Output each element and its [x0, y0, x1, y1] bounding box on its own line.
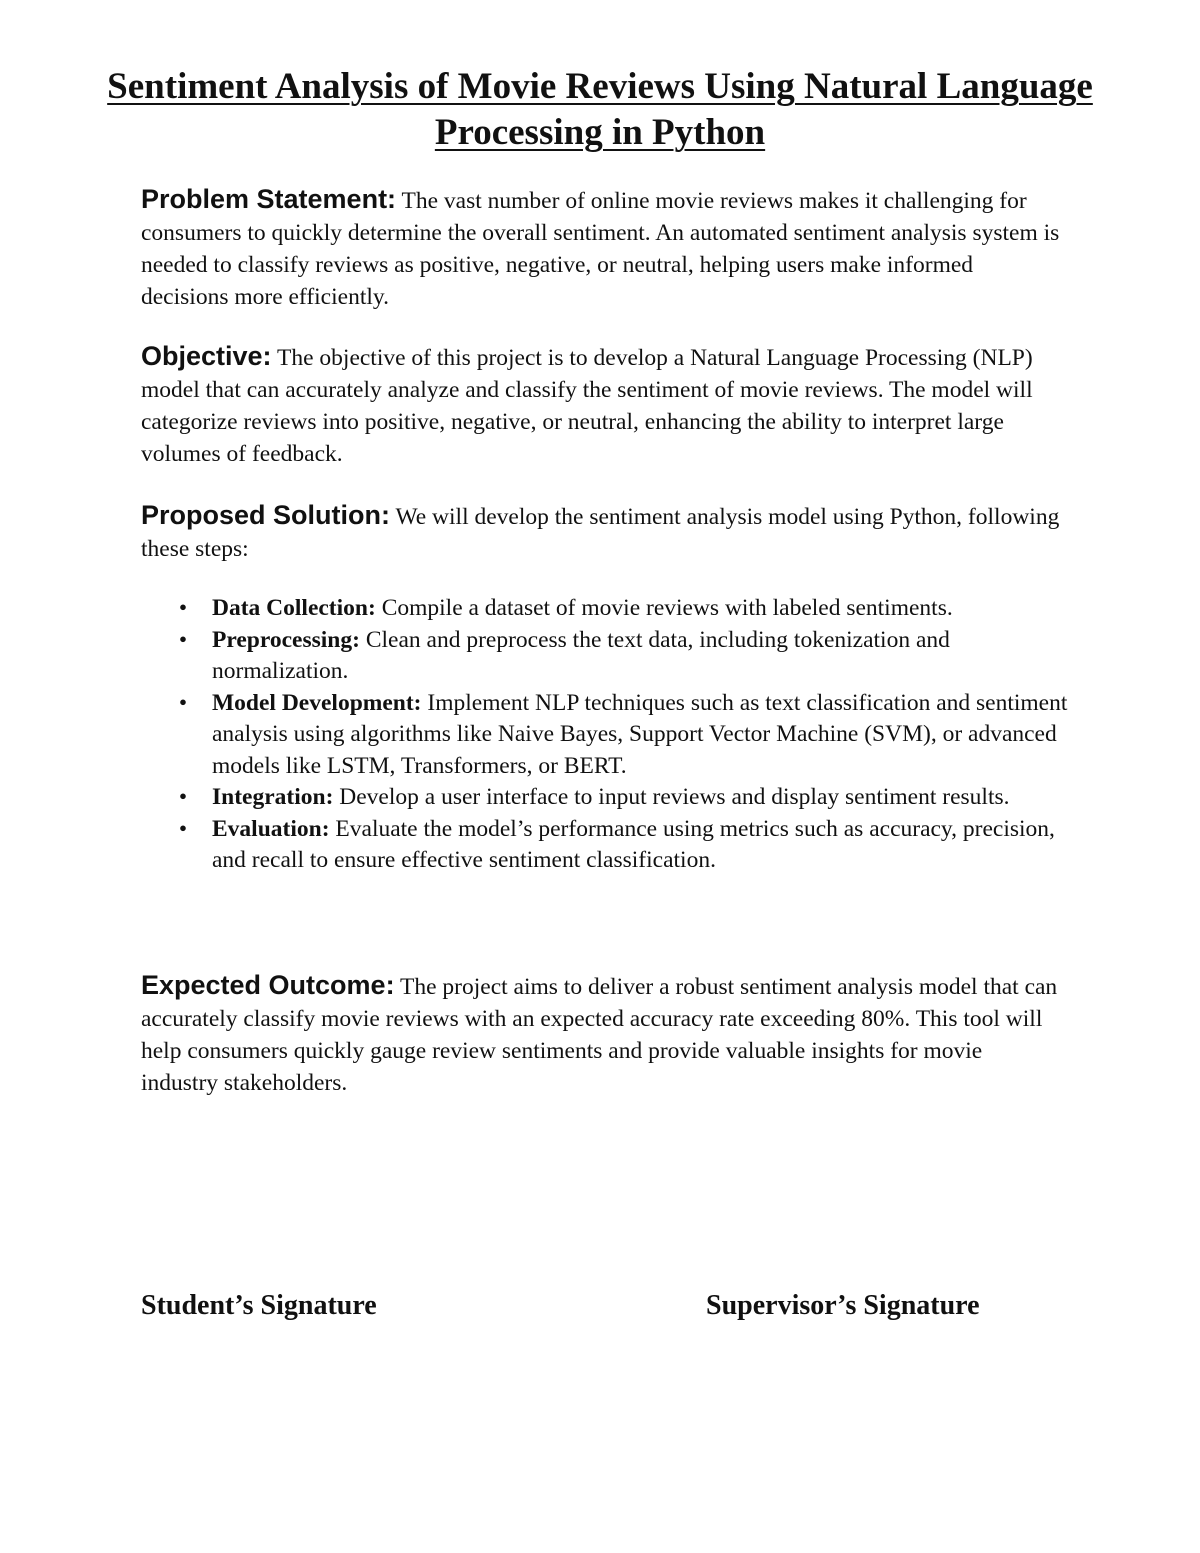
- student-signature-label: Student’s Signature: [141, 1290, 377, 1321]
- bullet-icon: •: [178, 595, 188, 621]
- step-text: Clean and preprocess the text data, including tokenization and normalization.: [212, 626, 950, 684]
- bullet-icon: •: [178, 626, 188, 653]
- step-text: Compile a dataset of movie reviews with labeled sentiments.: [381, 595, 953, 621]
- proposed-solution-text: We will develop the sentiment analysis model using Python, following these steps:: [141, 504, 1060, 562]
- problem-statement-text: The vast number of online movie reviews makes it challenging for consumers to quickly determine the overall sentiment. An automated sentiment analysis system is needed to classify reviews as positive, negative, or neutral, helping users make informed decisions more efficiently.: [141, 188, 1060, 310]
- step-text: Develop a user interface to input reviews and display sentiment results.: [339, 784, 1010, 810]
- objective-text: The objective of this project is to develop a Natural Language Processing (NLP) model that can accurately analyze and classify the sentiment of movie reviews. The model will categorize reviews into positive, negative, or neutral, enhancing the ability to interpret large volumes of feedback.: [141, 345, 1033, 467]
- solution-steps-list: [141, 593, 1071, 877]
- proposed-solution-section: [141, 499, 1061, 565]
- step-label: Model Development:: [212, 689, 422, 716]
- document-title: Sentiment Analysis of Movie Reviews Using Natural Language Processing in Python: [107, 66, 1093, 153]
- objective-heading: Objective:: [141, 341, 272, 371]
- step-label: Evaluation:: [212, 815, 330, 842]
- step-text: Implement NLP techniques such as text classification and sentiment analysis using algorithms like Naive Bayes, Support Vector Machine (SVM), or advanced models like LSTM, Transformers, or BERT.: [212, 689, 1068, 779]
- expected-outcome-heading: Expected Outcome:: [141, 970, 395, 1000]
- step-label: Preprocessing:: [212, 626, 360, 653]
- step-label: Integration:: [212, 784, 334, 810]
- list-item: [141, 688, 1071, 783]
- list-item: [141, 782, 1071, 814]
- problem-statement-heading: Problem Statement:: [141, 184, 397, 214]
- list-item: [141, 593, 1071, 625]
- list-item: [141, 814, 1071, 877]
- expected-outcome-section: [141, 969, 1061, 1099]
- list-item: [141, 625, 1071, 688]
- bullet-icon: •: [178, 784, 188, 810]
- bullet-icon: •: [178, 815, 188, 842]
- supervisor-signature-label: Supervisor’s Signature: [706, 1290, 980, 1321]
- objective-section: [141, 340, 1061, 470]
- bullet-icon: •: [178, 689, 188, 716]
- step-text: Evaluate the model’s performance using metrics such as accuracy, precision, and recall to ensure effective sentiment classification.: [212, 815, 1055, 873]
- step-label: Data Collection:: [212, 595, 376, 621]
- problem-statement-section: [141, 183, 1061, 313]
- expected-outcome-text: The project aims to deliver a robust sentiment analysis model that can accurately classify movie reviews with an expected accuracy rate exceeding 80%. This tool will help consumers quickly gauge review sentiments and provide valuable insights for movie industry stakeholders.: [141, 974, 1058, 1096]
- proposed-solution-heading: Proposed Solution:: [141, 500, 390, 530]
